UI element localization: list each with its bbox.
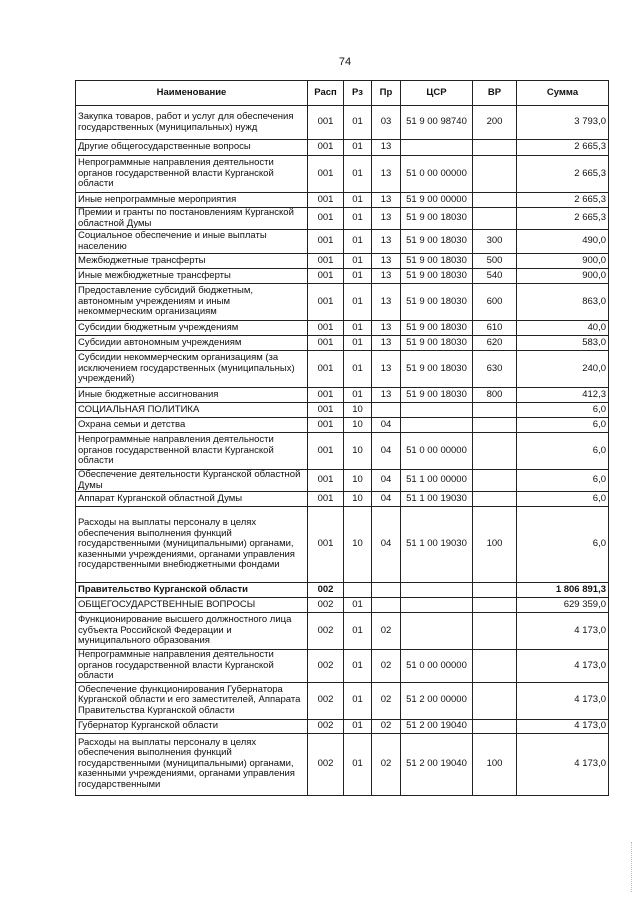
cell-rasp: 001 (308, 492, 344, 507)
table-row (76, 254, 609, 269)
cell-rz: 10 (344, 507, 372, 583)
cell-sum: 4 173,0 (517, 613, 609, 650)
cell-csr (401, 583, 473, 598)
cell-rasp: 002 (308, 613, 344, 650)
cell-rz: 10 (344, 418, 372, 433)
cell-name: Непрограммные направления деятельности органов государственной власти Курганской области (76, 650, 308, 683)
cell-name: Премии и гранты по постановлениям Курганской областной Думы (76, 208, 308, 230)
cell-vr (473, 433, 517, 470)
table-row (76, 403, 609, 418)
cell-rz: 01 (344, 351, 372, 388)
cell-sum: 240,0 (517, 351, 609, 388)
cell-rz: 10 (344, 470, 372, 492)
cell-rz (344, 583, 372, 598)
cell-rasp: 001 (308, 106, 344, 140)
cell-pr: 13 (372, 351, 401, 388)
cell-sum: 4 173,0 (517, 650, 609, 683)
table-row (76, 507, 609, 583)
cell-sum: 4 173,0 (517, 682, 609, 719)
cell-rasp: 001 (308, 284, 344, 321)
cell-rz: 01 (344, 106, 372, 140)
cell-csr (401, 418, 473, 433)
cell-pr (372, 598, 401, 613)
cell-vr: 600 (473, 284, 517, 321)
cell-sum: 6,0 (517, 507, 609, 583)
cell-pr: 03 (372, 106, 401, 140)
cell-sum: 6,0 (517, 433, 609, 470)
cell-sum: 2 665,3 (517, 208, 609, 230)
cell-rasp: 001 (308, 140, 344, 156)
cell-rz: 01 (344, 321, 372, 336)
cell-csr: 51 9 00 18030 (401, 351, 473, 388)
cell-csr: 51 9 00 18030 (401, 321, 473, 336)
cell-rz: 01 (344, 598, 372, 613)
cell-rasp: 001 (308, 156, 344, 193)
cell-pr: 02 (372, 613, 401, 650)
cell-sum: 583,0 (517, 336, 609, 351)
cell-sum: 1 806 891,3 (517, 583, 609, 598)
cell-sum: 6,0 (517, 418, 609, 433)
table-row (76, 208, 609, 230)
header-pr: Пр (372, 81, 401, 106)
cell-pr: 04 (372, 418, 401, 433)
cell-csr: 51 1 00 00000 (401, 470, 473, 492)
cell-csr: 51 9 00 18030 (401, 208, 473, 230)
header-csr: ЦСР (401, 81, 473, 106)
cell-sum: 629 359,0 (517, 598, 609, 613)
cell-pr: 02 (372, 682, 401, 719)
cell-sum: 412,3 (517, 388, 609, 403)
cell-sum: 6,0 (517, 403, 609, 418)
cell-pr (372, 403, 401, 418)
cell-rasp: 001 (308, 321, 344, 336)
cell-pr: 13 (372, 269, 401, 284)
table-row (76, 418, 609, 433)
table-row (76, 269, 609, 284)
table-row (76, 598, 609, 613)
cell-vr: 540 (473, 269, 517, 284)
cell-sum: 900,0 (517, 254, 609, 269)
cell-rz: 01 (344, 156, 372, 193)
cell-rasp: 001 (308, 336, 344, 351)
cell-rasp: 001 (308, 254, 344, 269)
cell-name: Правительство Курганской области (76, 583, 308, 598)
table-row (76, 106, 609, 140)
cell-rz: 01 (344, 336, 372, 351)
cell-rasp: 002 (308, 719, 344, 733)
cell-rz: 01 (344, 650, 372, 683)
table-row (76, 719, 609, 733)
cell-name: Обеспечение деятельности Курганской областной Думы (76, 470, 308, 492)
cell-name: Расходы на выплаты персоналу в целях обеспечения выполнения функций государственными (муниципальными) органами, казенными учреждениями, органами управления государственными (76, 733, 308, 795)
cell-rasp: 001 (308, 470, 344, 492)
header-rasp: Расп (308, 81, 344, 106)
cell-sum: 863,0 (517, 284, 609, 321)
header-vr: ВР (473, 81, 517, 106)
cell-name: Иные бюджетные ассигнования (76, 388, 308, 403)
table-row (76, 650, 609, 683)
cell-pr: 02 (372, 733, 401, 795)
cell-pr: 13 (372, 230, 401, 254)
cell-pr: 13 (372, 321, 401, 336)
header-name: Наименование (76, 81, 308, 106)
cell-csr: 51 1 00 19030 (401, 492, 473, 507)
cell-sum: 40,0 (517, 321, 609, 336)
cell-rz: 01 (344, 208, 372, 230)
table-row (76, 230, 609, 254)
cell-csr: 51 9 00 18030 (401, 254, 473, 269)
cell-vr: 620 (473, 336, 517, 351)
cell-pr: 13 (372, 388, 401, 403)
cell-name: Аппарат Курганской областной Думы (76, 492, 308, 507)
cell-name: Закупка товаров, работ и услуг для обеспечения государственных (муниципальных) нужд (76, 106, 308, 140)
cell-csr (401, 140, 473, 156)
cell-csr: 51 9 00 18030 (401, 388, 473, 403)
scan-edge-mark (631, 842, 634, 892)
cell-name: Непрограммные направления деятельности органов государственной власти Курганской области (76, 433, 308, 470)
cell-rasp: 001 (308, 388, 344, 403)
table-row (76, 284, 609, 321)
cell-name: Функционирование высшего должностного лица субъекта Российской Федерации и муниципального образования (76, 613, 308, 650)
cell-csr: 51 0 00 00000 (401, 433, 473, 470)
table-row (76, 321, 609, 336)
cell-vr (473, 598, 517, 613)
cell-vr (473, 719, 517, 733)
cell-vr: 500 (473, 254, 517, 269)
cell-pr: 13 (372, 336, 401, 351)
cell-vr (473, 492, 517, 507)
cell-rz: 01 (344, 254, 372, 269)
cell-name: ОБЩЕГОСУДАРСТВЕННЫЕ ВОПРОСЫ (76, 598, 308, 613)
cell-vr: 100 (473, 507, 517, 583)
table-row (76, 492, 609, 507)
cell-sum: 4 173,0 (517, 719, 609, 733)
cell-vr (473, 613, 517, 650)
cell-sum: 6,0 (517, 470, 609, 492)
cell-rz: 10 (344, 403, 372, 418)
cell-csr (401, 598, 473, 613)
cell-name: Субсидии некоммерческим организациям (за исключением государственных (муниципальных) учреждений) (76, 351, 308, 388)
cell-sum: 2 665,3 (517, 140, 609, 156)
cell-name: Непрограммные направления деятельности органов государственной власти Курганской области (76, 156, 308, 193)
cell-pr: 13 (372, 208, 401, 230)
cell-rasp: 002 (308, 682, 344, 719)
cell-rasp: 002 (308, 583, 344, 598)
cell-sum: 6,0 (517, 492, 609, 507)
cell-vr (473, 583, 517, 598)
table-row (76, 140, 609, 156)
cell-rz: 01 (344, 193, 372, 208)
cell-pr: 02 (372, 719, 401, 733)
table-row (76, 388, 609, 403)
table-row (76, 336, 609, 351)
cell-rz: 01 (344, 719, 372, 733)
cell-name: Расходы на выплаты персоналу в целях обеспечения выполнения функций государственными (муниципальными) органами, казенными учреждениями, органами управления государственными внебюджетными фондами (76, 507, 308, 583)
cell-csr (401, 403, 473, 418)
cell-rasp: 001 (308, 351, 344, 388)
cell-rz: 01 (344, 284, 372, 321)
cell-vr (473, 650, 517, 683)
cell-csr (401, 613, 473, 650)
cell-vr: 630 (473, 351, 517, 388)
cell-rasp: 001 (308, 269, 344, 284)
cell-csr: 51 9 00 98740 (401, 106, 473, 140)
cell-csr: 51 9 00 18030 (401, 269, 473, 284)
cell-name: Иные межбюджетные трансферты (76, 269, 308, 284)
cell-rz: 01 (344, 388, 372, 403)
cell-pr (372, 583, 401, 598)
cell-pr: 02 (372, 650, 401, 683)
table-row (76, 583, 609, 598)
cell-rasp: 001 (308, 418, 344, 433)
cell-pr: 04 (372, 470, 401, 492)
cell-rz: 01 (344, 613, 372, 650)
cell-vr: 610 (473, 321, 517, 336)
cell-csr: 51 0 00 00000 (401, 156, 473, 193)
cell-rz: 10 (344, 492, 372, 507)
cell-vr: 200 (473, 106, 517, 140)
cell-sum: 2 665,3 (517, 156, 609, 193)
cell-sum: 4 173,0 (517, 733, 609, 795)
table-row (76, 351, 609, 388)
cell-vr (473, 470, 517, 492)
table-row (76, 193, 609, 208)
cell-pr: 13 (372, 284, 401, 321)
cell-vr: 800 (473, 388, 517, 403)
cell-pr: 04 (372, 492, 401, 507)
cell-csr: 51 9 00 18030 (401, 336, 473, 351)
table-header-row (76, 81, 609, 106)
cell-name: Предоставление субсидий бюджетным, автономным учреждениям и иным некоммерческим организациям (76, 284, 308, 321)
cell-name: Другие общегосударственные вопросы (76, 140, 308, 156)
cell-rz: 01 (344, 269, 372, 284)
cell-vr (473, 682, 517, 719)
cell-rz: 01 (344, 733, 372, 795)
cell-vr (473, 418, 517, 433)
cell-vr (473, 156, 517, 193)
cell-vr: 100 (473, 733, 517, 795)
budget-table (75, 80, 609, 796)
cell-rasp: 001 (308, 193, 344, 208)
cell-rz: 01 (344, 140, 372, 156)
header-sum: Сумма (517, 81, 609, 106)
cell-pr: 13 (372, 193, 401, 208)
cell-rz: 01 (344, 682, 372, 719)
cell-rz: 10 (344, 433, 372, 470)
table-row (76, 470, 609, 492)
cell-vr (473, 208, 517, 230)
cell-name: Иные непрограммные мероприятия (76, 193, 308, 208)
cell-name: Охрана семьи и детства (76, 418, 308, 433)
cell-rasp: 002 (308, 733, 344, 795)
cell-rasp: 001 (308, 208, 344, 230)
cell-vr (473, 403, 517, 418)
cell-rasp: 001 (308, 507, 344, 583)
cell-pr: 13 (372, 140, 401, 156)
cell-rasp: 001 (308, 433, 344, 470)
cell-sum: 490,0 (517, 230, 609, 254)
table-row (76, 733, 609, 795)
cell-sum: 900,0 (517, 269, 609, 284)
cell-csr: 51 9 00 18030 (401, 230, 473, 254)
cell-name: Субсидии бюджетным учреждениям (76, 321, 308, 336)
cell-name: Социальное обеспечение и иные выплаты населению (76, 230, 308, 254)
cell-csr: 51 9 00 18030 (401, 284, 473, 321)
cell-pr: 04 (372, 433, 401, 470)
cell-csr: 51 2 00 19040 (401, 733, 473, 795)
cell-csr: 51 2 00 00000 (401, 682, 473, 719)
cell-name: Субсидии автономным учреждениям (76, 336, 308, 351)
table-row (76, 682, 609, 719)
cell-rasp: 002 (308, 650, 344, 683)
cell-pr: 13 (372, 254, 401, 269)
table-row (76, 156, 609, 193)
cell-sum: 3 793,0 (517, 106, 609, 140)
cell-csr: 51 0 00 00000 (401, 650, 473, 683)
cell-vr (473, 193, 517, 208)
cell-csr: 51 2 00 19040 (401, 719, 473, 733)
table-row (76, 433, 609, 470)
cell-csr: 51 1 00 19030 (401, 507, 473, 583)
cell-name: Обеспечение функционирования Губернатора Курганской области и его заместителей, Аппарата Правительства Курганской области (76, 682, 308, 719)
header-rz: Рз (344, 81, 372, 106)
cell-sum: 2 665,3 (517, 193, 609, 208)
table-row (76, 613, 609, 650)
cell-name: СОЦИАЛЬНАЯ ПОЛИТИКА (76, 403, 308, 418)
cell-vr: 300 (473, 230, 517, 254)
cell-rasp: 002 (308, 598, 344, 613)
page-number: 74 (338, 56, 352, 68)
cell-vr (473, 140, 517, 156)
cell-pr: 13 (372, 156, 401, 193)
cell-csr: 51 9 00 00000 (401, 193, 473, 208)
cell-rasp: 001 (308, 230, 344, 254)
cell-pr: 04 (372, 507, 401, 583)
cell-name: Межбюджетные трансферты (76, 254, 308, 269)
cell-name: Губернатор Курганской области (76, 719, 308, 733)
cell-rz: 01 (344, 230, 372, 254)
cell-rasp: 001 (308, 403, 344, 418)
